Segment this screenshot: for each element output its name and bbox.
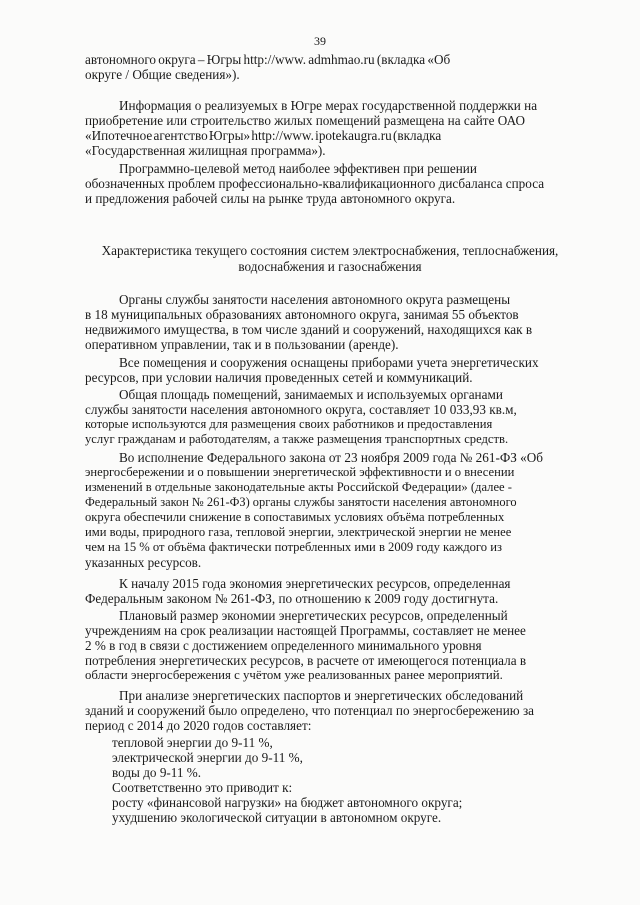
text-line: оперативном управлении, так и в пользовании (аренде). [85, 337, 399, 352]
text-line: и предложения рабочей силы на рынке труда автономного округа. [85, 191, 456, 206]
section-heading [85, 243, 575, 275]
text-line: «Ипотечное агентство Югры» http://www. ipotekaugra.ru (вкладка [85, 128, 442, 143]
heading-line: водоснабжения и газоснабжения [238, 259, 422, 274]
text-line: приобретение или строительство жилых помещений размещена на сайте ОАО [85, 113, 525, 128]
text-line: период с 2014 до 2020 годов составляет: [85, 718, 312, 733]
list-item: воды до 9-11 %. [112, 765, 202, 780]
list-item: электрической энергии до 9-11 %, [112, 750, 303, 765]
text-line: указанных ресурсов. [85, 555, 202, 570]
text-line: Федеральный закон № 261-ФЗ) органы службы занятости населения автономного [85, 495, 517, 509]
text-line: службы занятости населения автономного округа, составляет 10 033,93 кв.м, [85, 402, 517, 417]
text-line: потребления энергетических ресурсов, в расчете от имеющегося потенциала в [85, 653, 527, 668]
text-line: обозначенных проблем профессионально-квалификационного дисбаланса спроса [85, 176, 545, 191]
list-item: росту «финансовой нагрузки» на бюджет автономного округа; [112, 795, 463, 810]
text-line: в 18 муниципальных образованиях автономного округа, занимая 55 объектов [85, 307, 519, 322]
paragraph-website-continuation [85, 52, 560, 82]
text-line: При анализе энергетических паспортов и энергетических обследований [119, 688, 524, 703]
text-line: К началу 2015 года экономия энергетических ресурсов, определенная [119, 576, 511, 591]
paragraph-area [85, 387, 560, 447]
text-line: 2 % в год в связи с достижением определенного минимального уровня [85, 638, 482, 653]
text-line: автономного округа – Югры http://www. admhmao.ru (вкладка «Об [85, 52, 451, 67]
list-item: Соответственно это приводит к: [112, 780, 293, 795]
text-line: ресурсов, при условии наличия проведенных сетей и коммуникаций. [85, 370, 473, 385]
text-line: энергосбережении и о повышении энергетической эффективности и о внесении [85, 465, 515, 479]
list-item: ухудшению экологической ситуации в автономном округе. [112, 810, 442, 825]
text-line: чем на 15 % от объёма фактически потребленных ими в 2009 году каждого из [85, 540, 502, 554]
text-line: области энергосбережения с учётом уже реализованных ранее мероприятий. [85, 668, 503, 682]
text-line: изменений в отдельные законодательные акты Российской Федерации» (далее - [85, 480, 512, 494]
paragraph-analysis [85, 688, 560, 733]
paragraph-federal-law [85, 450, 560, 570]
text-line: округе / Общие сведения»). [85, 67, 240, 82]
paragraph-mortgage-agency [85, 98, 560, 158]
text-line: услуг гражданам и работодателям, а также размещения транспортных средств. [85, 432, 509, 446]
text-line: Органы службы занятости населения автономного округа размещены [119, 292, 511, 307]
text-line: «Государственная жилищная программа»). [85, 143, 326, 158]
list-item: тепловой энергии до 9-11 %, [112, 735, 273, 750]
paragraph-program-method [85, 161, 560, 206]
text-line: Общая площадь помещений, занимаемых и используемых органами [119, 387, 503, 402]
text-line: зданий и сооружений было определено, что потенциал по энергосбережению за [85, 703, 535, 718]
page-number: 39 [314, 34, 326, 48]
heading-line: Характеристика текущего состояния систем электроснабжения, теплоснабжения, [101, 243, 559, 258]
potential-list [112, 735, 562, 825]
text-line: Информация о реализуемых в Югре мерах государственной поддержки на [119, 98, 538, 113]
text-line: Плановый размер экономии энергетических ресурсов, определенный [119, 608, 508, 623]
text-line: учреждениям на срок реализации настоящей Программы, составляет не менее [85, 623, 526, 638]
text-line: округа обеспечили снижение в сопоставимых условиях объёма потребленных [85, 510, 505, 524]
text-line: которые используются для размещения своих работников и предоставления [85, 417, 493, 431]
text-line: Во исполнение Федерального закона от 23 ноября 2009 года № 261-ФЗ «Об [119, 450, 543, 465]
paragraph-2015-savings [85, 576, 560, 606]
text-line: ими воды, природного газа, тепловой энергии, электрической энергии не менее [85, 525, 512, 539]
paragraph-metering [85, 355, 560, 385]
paragraph-planned-savings [85, 608, 560, 683]
text-line: Федеральным законом № 261-ФЗ, по отношению к 2009 году достигнута. [85, 591, 499, 606]
paragraph-offices [85, 292, 560, 352]
text-line: недвижимого имущества, в том числе зданий и сооружений, находящихся как в [85, 322, 533, 337]
text-line: Все помещения и сооружения оснащены приборами учета энергетических [119, 355, 539, 370]
text-line: Программно-целевой метод наиболее эффективен при решении [119, 161, 477, 176]
